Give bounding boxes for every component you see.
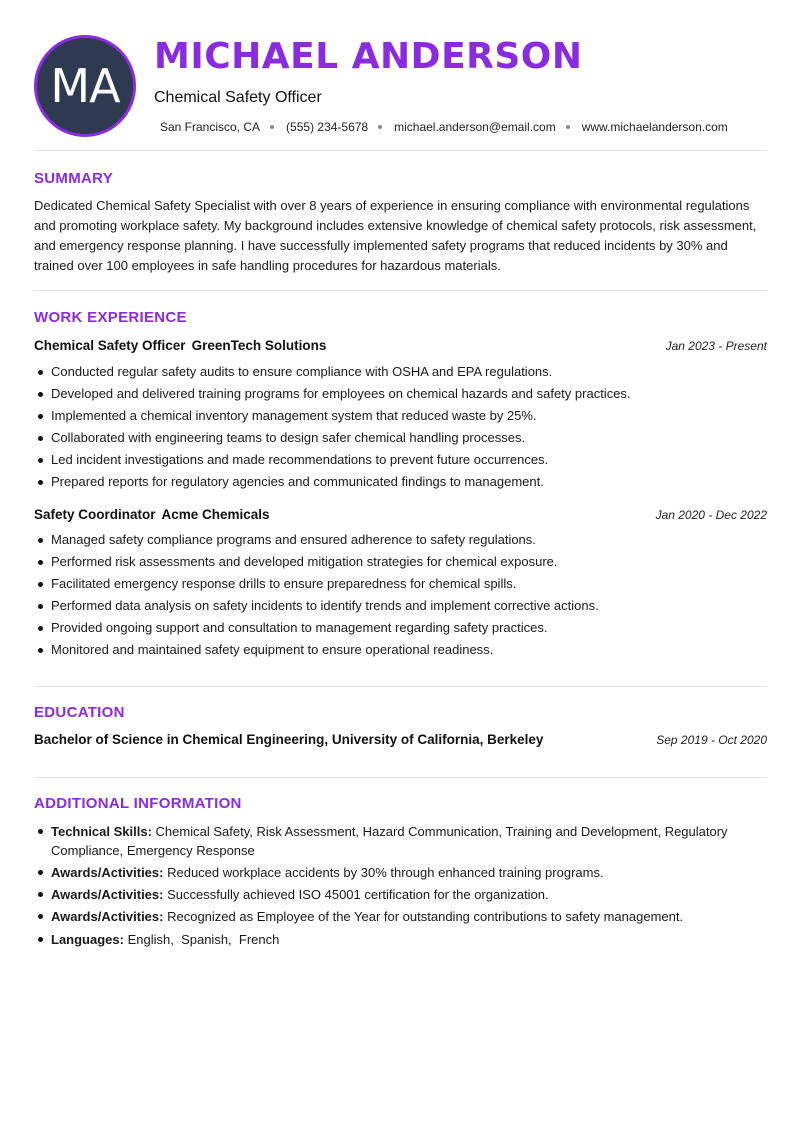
- job-company: Acme Chemicals: [161, 507, 270, 522]
- additional-info-heading: ADDITIONAL INFORMATION: [34, 795, 242, 812]
- list-item: [34, 822, 767, 860]
- contact-email[interactable]: michael.anderson@email.com: [394, 120, 556, 134]
- job-company: GreenTech Solutions: [191, 338, 327, 353]
- job-dates: Jan 2020 - Dec 2022: [655, 508, 767, 522]
- summary-text: Dedicated Chemical Safety Specialist with over 8 years of experience in ensuring compliance with environmental regulations and promoting workplace safety. My background includes extensive knowledge of chemical safety protocols, risk assessment, and emergency response planning. I have successfully implemented safety programs that reduced incidents by 30% and trained over 100 employees in safe handling procedures for hazardous materials.: [34, 198, 757, 273]
- job-role: Safety Coordinator: [34, 507, 156, 522]
- item-label: Technical Skills:: [51, 824, 152, 839]
- list-item: [34, 863, 767, 882]
- list-item: Facilitated emergency response drills to ensure preparedness for chemical spills.: [34, 573, 767, 595]
- avatar-initials: MA: [50, 59, 120, 113]
- item-text: Recognized as Employee of the Year for outstanding contributions to safety management.: [167, 909, 684, 924]
- education-degree: Bachelor of Science in Chemical Engineering, University of California, Berkeley: [34, 732, 544, 747]
- list-item: Performed risk assessments and developed mitigation strategies for chemical exposure.: [34, 551, 767, 573]
- contact-bar: [160, 120, 750, 134]
- job-bullet-list: [34, 529, 767, 661]
- job-title-line: [34, 507, 270, 522]
- contact-location: San Francisco, CA: [160, 120, 261, 134]
- item-label: Awards/Activities:: [51, 909, 164, 924]
- list-item: Monitored and maintained safety equipment to ensure operational readiness.: [34, 639, 767, 661]
- candidate-name: MICHAEL ANDERSON: [154, 36, 583, 77]
- education-heading: EDUCATION: [34, 704, 125, 721]
- job-header: [34, 338, 767, 353]
- divider: [34, 686, 767, 687]
- list-item: Conducted regular safety audits to ensure compliance with OSHA and EPA regulations.: [34, 361, 767, 383]
- separator-dot: [378, 125, 382, 129]
- education-entry: [34, 732, 767, 747]
- contact-phone: (555) 234-5678: [286, 120, 369, 134]
- list-item: Provided ongoing support and consultation to management regarding safety practices.: [34, 617, 767, 639]
- list-item: Managed safety compliance programs and ensured adherence to safety regulations.: [34, 529, 767, 551]
- list-item: Performed data analysis on safety incidents to identify trends and implement corrective actions.: [34, 595, 767, 617]
- list-item: Prepared reports for regulatory agencies and communicated findings to management.: [34, 471, 767, 493]
- list-item: Developed and delivered training programs for employees on chemical hazards and safety practices.: [34, 383, 767, 405]
- avatar: [34, 35, 136, 137]
- contact-website[interactable]: www.michaelanderson.com: [581, 120, 728, 134]
- job-role: Chemical Safety Officer: [34, 338, 186, 353]
- separator-dot: [270, 125, 274, 129]
- job-bullet-list: [34, 361, 767, 493]
- list-item: Collaborated with engineering teams to design safer chemical handling processes.: [34, 427, 767, 449]
- divider: [34, 290, 767, 291]
- summary-heading: SUMMARY: [34, 170, 114, 187]
- item-text: Successfully achieved ISO 45001 certification for the organization.: [167, 887, 549, 902]
- education-dates: Sep 2019 - Oct 2020: [656, 733, 767, 747]
- item-label: Awards/Activities:: [51, 865, 164, 880]
- list-item: [34, 907, 767, 926]
- job-title-line: [34, 338, 326, 353]
- separator-dot: [566, 125, 570, 129]
- divider: [34, 777, 767, 778]
- additional-info-list: [34, 822, 767, 952]
- item-text: Reduced workplace accidents by 30% through enhanced training programs.: [167, 865, 604, 880]
- list-item: [34, 885, 767, 904]
- item-label: Awards/Activities:: [51, 887, 164, 902]
- list-item: Led incident investigations and made recommendations to prevent future occurrences.: [34, 449, 767, 471]
- candidate-title: Chemical Safety Officer: [154, 89, 322, 106]
- job-dates: Jan 2023 - Present: [665, 339, 767, 353]
- item-label: Languages:: [51, 932, 124, 947]
- work-experience-heading: WORK EXPERIENCE: [34, 309, 187, 326]
- divider: [34, 150, 767, 151]
- job-header: [34, 507, 767, 522]
- item-text: English, Spanish, French: [127, 932, 280, 947]
- item-text: Chemical Safety, Risk Assessment, Hazard Communication, Training and Development, Regulatory Compliance, Emergency Response: [51, 824, 728, 858]
- list-item: [34, 930, 767, 949]
- list-item: Implemented a chemical inventory management system that reduced waste by 25%.: [34, 405, 767, 427]
